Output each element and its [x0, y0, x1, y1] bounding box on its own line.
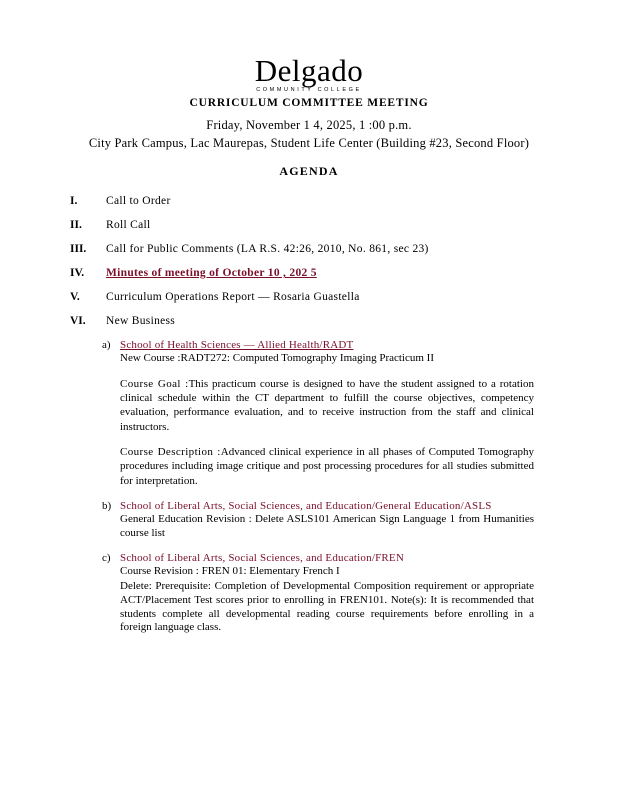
- agenda-item-label: Curriculum Operations Report — Rosaria Guastella: [106, 291, 360, 303]
- agenda-item-4: [42, 267, 576, 279]
- subitem-body: [120, 339, 576, 488]
- course-description-label: Course Description :: [120, 445, 221, 458]
- course-description-text: Advanced clinical experience in all phases of Computed Tomography procedures including image critique and post processing procedures for all studies submitted for interpretation.: [120, 445, 534, 487]
- course-goal-paragraph: [120, 377, 534, 434]
- agenda-item-number: VI.: [70, 315, 86, 327]
- logo-wordmark: Delgado: [254, 53, 364, 88]
- course-goal-text: This practicum course is designed to have the student assigned to a rotation clinical schedule within the CT department to fulfill the course objectives, competency evaluation, performance evaluation, and to receive instruction from the staff and clinical instructors.: [120, 377, 534, 433]
- agenda-item-label: Call for Public Comments (LA R.S. 42:26, 2010, No. 861, sec 23): [106, 243, 429, 255]
- college-logo: [42, 55, 576, 93]
- logo-subtitle: COMMUNITY COLLEGE: [256, 87, 362, 93]
- agenda-item-2: [42, 219, 576, 231]
- course-goal-label: Course Goal :: [120, 377, 189, 390]
- subitem-revision-line: General Education Revision : Delete ASLS101 American Sign Language 1 from Humanities course list: [120, 512, 534, 539]
- subitem-letter: a): [102, 339, 111, 351]
- agenda-item-3: [42, 243, 576, 255]
- subitem-heading[interactable]: School of Health Sciences — Allied Health/RADT: [120, 339, 354, 351]
- agenda-item-label: Roll Call: [106, 219, 151, 231]
- subitem-c: [42, 552, 576, 635]
- subitem-course-line: New Course :RADT272: Computed Tomography Imaging Practicum II: [120, 352, 435, 364]
- subitem-heading[interactable]: School of Liberal Arts, Social Sciences, and Education/FREN: [120, 552, 404, 565]
- agenda-item-number: I.: [70, 195, 78, 207]
- subitem-a: [42, 339, 576, 488]
- page-title: CURRICULUM COMMITTEE MEETING: [189, 97, 429, 109]
- agenda-item-label: New Business: [106, 315, 176, 327]
- agenda-list: [42, 195, 576, 327]
- new-business-subitems: [42, 339, 576, 635]
- agenda-item-number: II.: [70, 219, 82, 231]
- subitem-letter: b): [102, 499, 112, 512]
- agenda-item-label: Call to Order: [106, 195, 171, 207]
- agenda-heading: AGENDA: [279, 164, 339, 178]
- subitem-letter: c): [102, 552, 111, 565]
- meeting-datetime: Friday, November 1 4, 2025, 1 :00 p.m.: [206, 118, 412, 132]
- agenda-item-1: [42, 195, 576, 207]
- subitem-heading[interactable]: School of Liberal Arts, Social Sciences, and Education/General Education/ASLS: [120, 499, 492, 512]
- agenda-item-5: [42, 291, 576, 303]
- course-description-paragraph: [120, 445, 534, 488]
- subitem-course-revision-line: Course Revision : FREN 01: Elementary French I: [120, 565, 340, 578]
- agenda-item-number: IV.: [70, 267, 85, 279]
- agenda-item-number: V.: [70, 291, 80, 303]
- agenda-item-number: III.: [70, 243, 87, 255]
- subitem-body: [120, 500, 576, 541]
- meeting-location: City Park Campus, Lac Maurepas, Student Life Center (Building #23, Second Floor): [88, 136, 530, 150]
- minutes-link[interactable]: Minutes of meeting of October 10 , 202 5: [106, 267, 317, 279]
- subitem-body: [120, 552, 576, 635]
- agenda-item-6: [42, 315, 576, 327]
- subitem-delete-line: Delete: Prerequisite: Completion of Developmental Composition requirement or appropriate ACT/Placement Test scores prior to enrolling in FREN101. Note(s): It is recommended that students complete all developmental reading course requirements before enrolling in a foreign language class.: [120, 580, 534, 634]
- subitem-b: [42, 500, 576, 541]
